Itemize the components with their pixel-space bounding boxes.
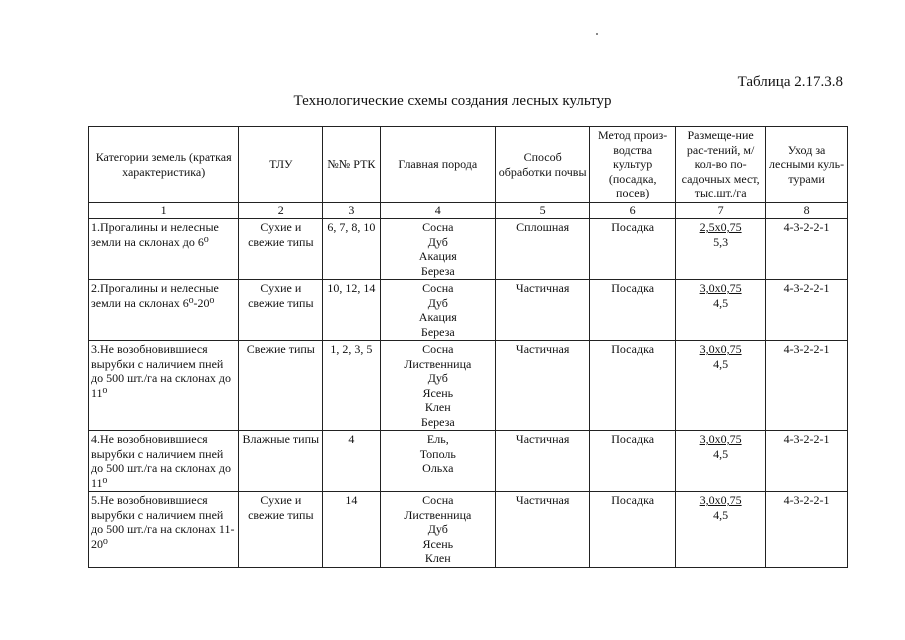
placement-cell [676, 431, 766, 492]
placement-spacing: 3,0х0,75 [699, 281, 742, 295]
species-cell [380, 219, 496, 280]
table-row [89, 219, 848, 280]
soil-cell: Частичная [496, 431, 590, 492]
rtk-cell: 14 [323, 492, 380, 568]
method-cell: Посадка [590, 431, 676, 492]
placement-cell [676, 341, 766, 431]
method-cell: Посадка [590, 219, 676, 280]
method-cell: Посадка [590, 492, 676, 568]
species-cell [380, 341, 496, 431]
soil-cell: Частичная [496, 280, 590, 341]
species-item: Сосна [422, 281, 454, 295]
header-row [89, 127, 848, 203]
species-item: Ясень [422, 385, 454, 400]
scan-speck [596, 33, 598, 35]
species-item: Сосна [422, 493, 454, 507]
species-item: Береза [420, 414, 455, 429]
species-item: Береза [420, 263, 455, 278]
category-cell: 4.Не возобновившиеся вырубки с наличием пней до 500 шт./га на склонах до 11⁰ [89, 431, 239, 492]
species-item: Дуб [427, 234, 448, 249]
soil-cell: Сплошная [496, 219, 590, 280]
culture-schemes-table [88, 126, 848, 568]
placement-spacing: 3,0х0,75 [699, 342, 742, 356]
placement-count: 4,5 [713, 446, 729, 461]
rtk-cell: 10, 12, 14 [323, 280, 380, 341]
rtk-cell: 1, 2, 3, 5 [323, 341, 380, 431]
placement-cell [676, 219, 766, 280]
care-cell: 4-3-2-2-1 [766, 219, 848, 280]
column-number: 6 [590, 203, 676, 219]
placement-spacing: 3,0х0,75 [699, 493, 742, 507]
species-item: Ель, [426, 432, 449, 446]
column-number: 1 [89, 203, 239, 219]
placement-spacing: 3,0х0,75 [699, 432, 742, 446]
tlu-cell: Сухие и свежие типы [239, 280, 323, 341]
table-title: Технологические схемы создания лесных культур [293, 93, 612, 109]
species-cell [380, 492, 496, 568]
care-cell: 4-3-2-2-1 [766, 492, 848, 568]
placement-cell [676, 492, 766, 568]
species-item: Дуб [427, 295, 448, 310]
care-cell: 4-3-2-2-1 [766, 341, 848, 431]
category-cell: 5.Не возобновившиеся вырубки с наличием пней до 500 шт./га на склонах 11-20⁰ [89, 492, 239, 568]
species-item: Тополь [419, 446, 456, 461]
placement-count: 4,5 [713, 356, 729, 371]
tlu-cell: Влажные типы [239, 431, 323, 492]
header-soil: Способ обработки почвы [496, 127, 590, 203]
species-cell [380, 280, 496, 341]
care-cell: 4-3-2-2-1 [766, 431, 848, 492]
rtk-cell: 6, 7, 8, 10 [323, 219, 380, 280]
column-number: 2 [239, 203, 323, 219]
table-row [89, 280, 848, 341]
column-number: 8 [766, 203, 848, 219]
category-cell: 1.Прогалины и нелесные земли на склонах до 6⁰ [89, 219, 239, 280]
column-number-row [89, 203, 848, 219]
care-cell: 4-3-2-2-1 [766, 280, 848, 341]
header-tlu: ТЛУ [239, 127, 323, 203]
header-rtk: №№ РТК [323, 127, 380, 203]
category-cell: 3.Не возобновившиеся вырубки с наличием пней до 500 шт./га на склонах до 11⁰ [89, 341, 239, 431]
placement-cell [676, 280, 766, 341]
species-item: Клен [424, 551, 451, 565]
header-species: Главная порода [380, 127, 496, 203]
soil-cell: Частичная [496, 341, 590, 431]
table-number: Таблица 2.17.3.8 [737, 74, 843, 90]
species-item: Лиственница [404, 507, 472, 522]
placement-count: 5,3 [713, 234, 729, 249]
method-cell: Посадка [590, 341, 676, 431]
species-item: Акация [418, 249, 457, 263]
soil-cell: Частичная [496, 492, 590, 568]
species-item: Береза [420, 324, 455, 339]
tlu-cell: Свежие типы [239, 341, 323, 431]
table-row [89, 431, 848, 492]
species-item: Ясень [422, 536, 454, 551]
species-item: Акация [418, 310, 457, 324]
table-row [89, 492, 848, 568]
species-item: Дуб [427, 371, 448, 385]
table-row [89, 341, 848, 431]
header-placement: Размеще-ние рас-тений, м/ кол-во по-садочных мест, тыс.шт./га [676, 127, 766, 203]
column-number: 5 [496, 203, 590, 219]
species-item: Сосна [422, 220, 454, 234]
column-number: 4 [380, 203, 496, 219]
species-item: Дуб [427, 522, 448, 536]
column-number: 3 [323, 203, 380, 219]
column-number: 7 [676, 203, 766, 219]
species-item: Лиственница [404, 356, 472, 371]
header-care: Уход за лесными куль-турами [766, 127, 848, 203]
species-item: Ольха [422, 461, 454, 475]
category-cell: 2.Прогалины и нелесные земли на склонах 6⁰-20⁰ [89, 280, 239, 341]
header-method: Метод произ-водства культур (посадка, посев) [590, 127, 676, 203]
species-item: Клен [424, 400, 451, 414]
placement-count: 4,5 [713, 507, 729, 522]
tlu-cell: Сухие и свежие типы [239, 492, 323, 568]
rtk-cell: 4 [323, 431, 380, 492]
species-item: Сосна [422, 342, 454, 356]
tlu-cell: Сухие и свежие типы [239, 219, 323, 280]
header-category: Категории земель (краткая характеристика) [89, 127, 239, 203]
placement-spacing: 2,5х0,75 [699, 220, 742, 234]
placement-count: 4,5 [713, 295, 729, 310]
species-cell [380, 431, 496, 492]
method-cell: Посадка [590, 280, 676, 341]
